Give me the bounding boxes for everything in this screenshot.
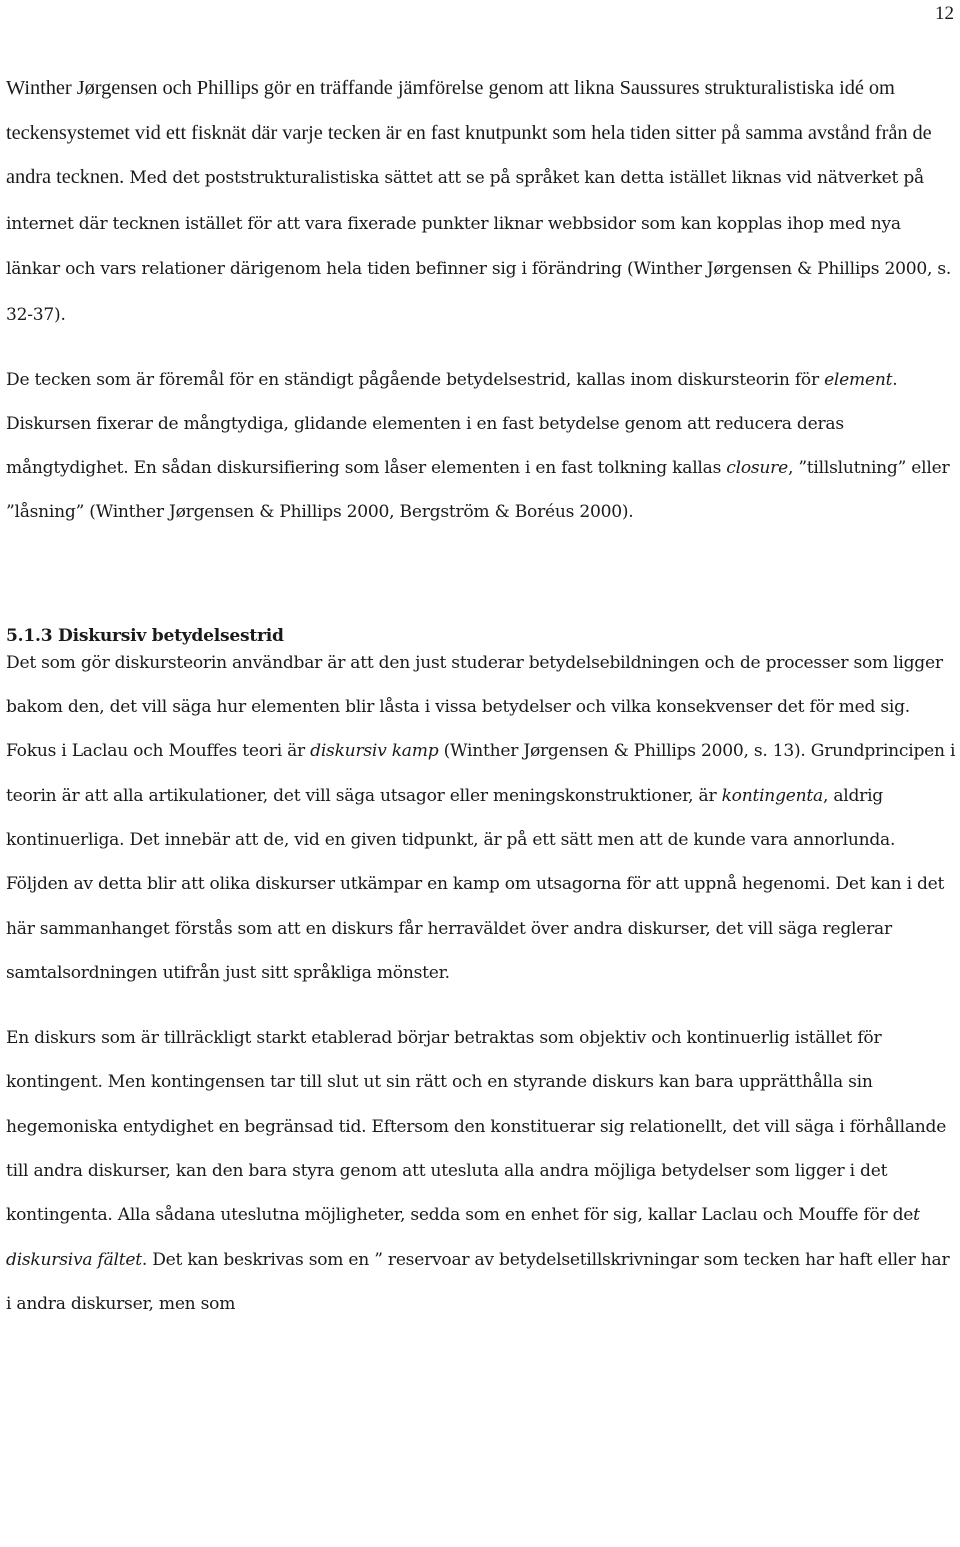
paragraph-element-closure	[6, 358, 958, 535]
text-run: . Diskursen fixerar de mångtydiga, glidande elementen i en fast betydelse genom att reducera deras mångtydighet. En sådan diskursifiering som låser elementen i en fast tolkning kallas	[6, 369, 898, 479]
text-run: , ”tillslutning” eller ”låsning” (Winther Jørgensen & Phillips 2000, Bergström & Boréus 2000).	[6, 458, 950, 523]
italic-term-element: element	[824, 369, 893, 390]
italic-term-diskursiv-kamp: diskursiv kamp	[310, 741, 439, 762]
text-run: . Det kan beskrivas som en ” reservoar av betydelsetillskrivningar som tecken har haft eller har i andra diskurser, men som	[6, 1249, 950, 1314]
section-heading: 5.1.3 Diskursiv betydelsestrid	[6, 625, 284, 646]
text-run: , aldrig kontinuerliga. Det innebär att de, vid en given tidpunkt, är på ett sätt men att de kunde vara annorlunda. Följden av detta blir att olika diskurser utkämpar en kamp om utsagorna för att uppnå hegenomi. Det kan i det här sammanhanget förstås som att en diskurs får herraväldet över andra diskurser, det vill säga reglerar samtalsordningen utifrån just sitt språkliga mönster.	[6, 785, 945, 983]
italic-term-kontingenta: kontingenta	[721, 785, 823, 806]
text-run: De tecken som är föremål för en ständigt pågående betydelsestrid, kallas inom diskursteorin för	[6, 369, 825, 390]
paragraph-lead-text: Winther Jørgensen och Phillips gör en träffande jämförelse genom att likna Saussures strukturalistiska idé om teckensystemet vid ett fisknät där varje tecken är en fast knutpunkt som hela tiden sitter på samma avstånd från de andra tecknen.	[6, 77, 932, 189]
paragraph-body-text: Med det poststrukturalistiska sättet att se på språket kan detta istället liknas vid nätverket på internet där tecknen istället för att vara fixerade punkter liknar webbsidor som kan kopplas ihop med nya länkar och vars relationer därigenom hela tiden befinner sig i förändring (Winther Jørgensen & Phillips 2000, s. 32-37).	[6, 168, 952, 325]
paragraph-discursive-struggle	[6, 641, 958, 995]
text-run: En diskurs som är tillräckligt starkt etablerad börjar betraktas som objektiv och kontinuerlig istället för kontingent. Men kontingensen tar till slut ut sin rätt och en styrande diskurs kan bara upprätthålla sin hegemoniska entydighet en begränsad tid. Eftersom den konstituerar sig relationellt, det vill säga i förhållande till andra diskurser, kan den bara styra genom att utesluta alla andra möjliga betydelser som ligger i det kontingenta. Alla sådana uteslutna möjligheter, sedda som en enhet för sig, kallar Laclau och Mouffe för de	[6, 1028, 947, 1226]
page-number: 12	[935, 3, 954, 24]
paragraph-saussure-fishnet	[6, 66, 958, 338]
text-run: (Winther Jørgensen & Phillips 2000, s. 13). Grundprincipen i teorin är att alla artikulationer, det vill säga utsagor eller meningskonstruktioner, är	[6, 741, 956, 806]
paragraph-hegemony	[6, 1016, 958, 1326]
italic-term-diskursiva-faltet: t diskursiva fältet	[6, 1205, 920, 1270]
italic-term-closure: closure	[726, 458, 788, 479]
document-body	[6, 66, 958, 1326]
text-run: Det som gör diskursteorin användbar är att den just studerar betydelsebildningen och de processer som ligger bakom den, det vill säga hur elementen blir låsta i vissa betydelser och vilka konsekvenser det för med sig. Fokus i Laclau och Mouffes teori är	[6, 652, 943, 762]
